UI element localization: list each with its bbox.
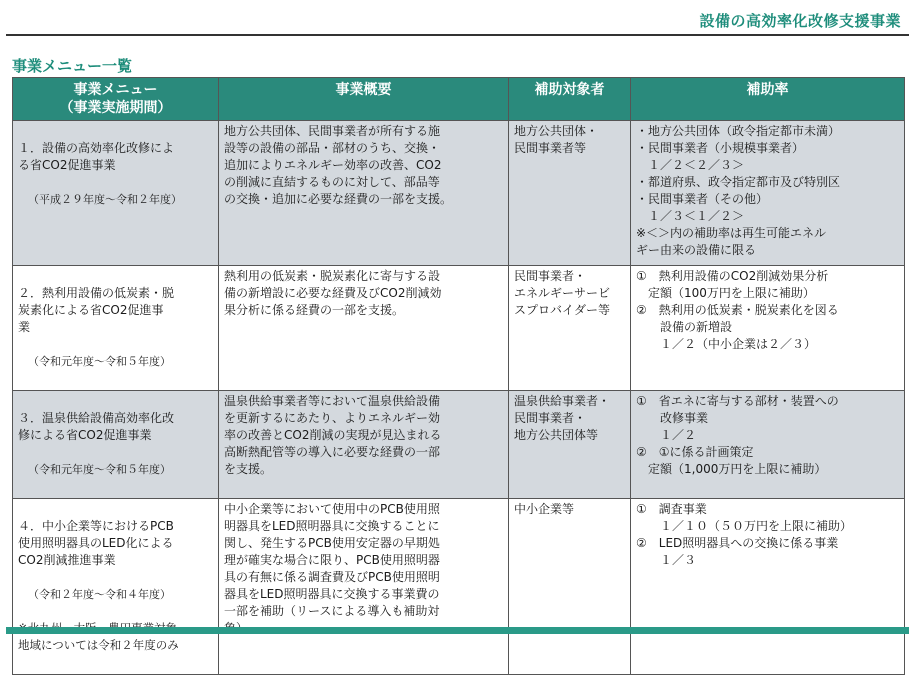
target-cell: 民間事業者・ エネルギーサービ スプロバイダー等 [509, 266, 631, 391]
header-divider [6, 34, 909, 36]
rate-cell: ① 省エネに寄与する部材・装置への 改修事業 １／２ ② ①に係る計画策定 定額（1,000万円を上限に補助） [631, 391, 905, 499]
table-row [13, 391, 905, 499]
header-rate: 補助率 [631, 78, 905, 121]
table-header-row [13, 78, 905, 121]
menu-name: １．設備の高効率化改修によ る省CO2促進事業 [18, 141, 175, 172]
menu-period: （令和２年度～令和４年度） [28, 588, 171, 601]
table-row [13, 266, 905, 391]
overview-cell: 熱利用の低炭素・脱炭素化に寄与する設 備の新増設に必要な経費及びCO2削減効 果分析に係る経費の一部を支援。 [219, 266, 509, 391]
page-header-title: 設備の高効率化改修支援事業 [699, 12, 901, 30]
header-overview: 事業概要 [219, 78, 509, 121]
section-title: 事業メニュー一覧 [12, 57, 133, 75]
table-row [13, 121, 905, 266]
target-cell: 中小企業等 [509, 499, 631, 675]
menu-name: ３．温泉供給設備高効率化改 修による省CO2促進事業 [18, 411, 175, 442]
menu-cell [13, 499, 219, 675]
footer-bar [6, 627, 909, 634]
menu-table [12, 77, 905, 675]
menu-cell [13, 266, 219, 391]
menu-cell [13, 121, 219, 266]
menu-period: （令和元年度～令和５年度） [28, 463, 171, 476]
header-target: 補助対象者 [509, 78, 631, 121]
menu-name: ２．熱利用設備の低炭素・脱 炭素化による省CO2促進事 業 [18, 286, 175, 334]
header-menu: 事業メニュー （事業実施期間） [13, 78, 219, 121]
target-cell: 温泉供給事業者・ 民間事業者・ 地方公共団体等 [509, 391, 631, 499]
overview-cell: 中小企業等において使用中のPCB使用照 明器具をLED照明器具に交換することに 関し、発生するPCB使用安定器の早期処 理が確実な場合に限り、PCB使用照明器 具の有無に係る調査費及びPCB使用照明 器具をLED照明器具に交換する事業費の 一部を補助（リースによる導入も補助対 [219, 499, 509, 675]
menu-name: ４．中小企業等におけるPCB 使用照明器具のLED化による CO2削減推進事業 [18, 519, 174, 567]
rate-cell: ・地方公共団体（政令指定都市未満） ・民間事業者（小規模事業者） １／２＜２／３＞ ・都道府県、政令指定都市及び特別区 ・民間事業者（その他） １／３＜１／２＞ ※＜＞内の補助率は再生可能エネル ギー由来の設備に限る [631, 121, 905, 266]
menu-note: 地域については令和２年度のみ [18, 638, 179, 652]
target-cell: 地方公共団体・ 民間事業者等 [509, 121, 631, 266]
overview-cell: 温泉供給事業者等において温泉供給設備 を更新するにあたり、よりエネルギー効 率の改善とCO2削減の実現が見込まれる 高断熱配管等の導入に必要な経費の一部 を支援。 [219, 391, 509, 499]
menu-period: （平成２９年度～令和２年度） [28, 193, 182, 206]
rate-cell: ① 調査事業 １／１０（５０万円を上限に補助） ② LED照明器具への交換に係る事業 １／３ [631, 499, 905, 675]
table-row [13, 499, 905, 675]
rate-cell: ① 熱利用設備のCO2削減効果分析 定額（100万円を上限に補助） ② 熱利用の低炭素・脱炭素化を図る 設備の新増設 １／２（中小企業は２／３） [631, 266, 905, 391]
menu-period: （令和元年度～令和５年度） [28, 355, 171, 368]
menu-cell [13, 391, 219, 499]
overview-cell: 地方公共団体、民間事業者が所有する施 設等の設備の部品・部材のうち、交換・ 追加によりエネルギー効率の改善、CO2 の削減に直結するものに対して、部品等 の交換・追加に必要な経費の一部を支援。 [219, 121, 509, 266]
